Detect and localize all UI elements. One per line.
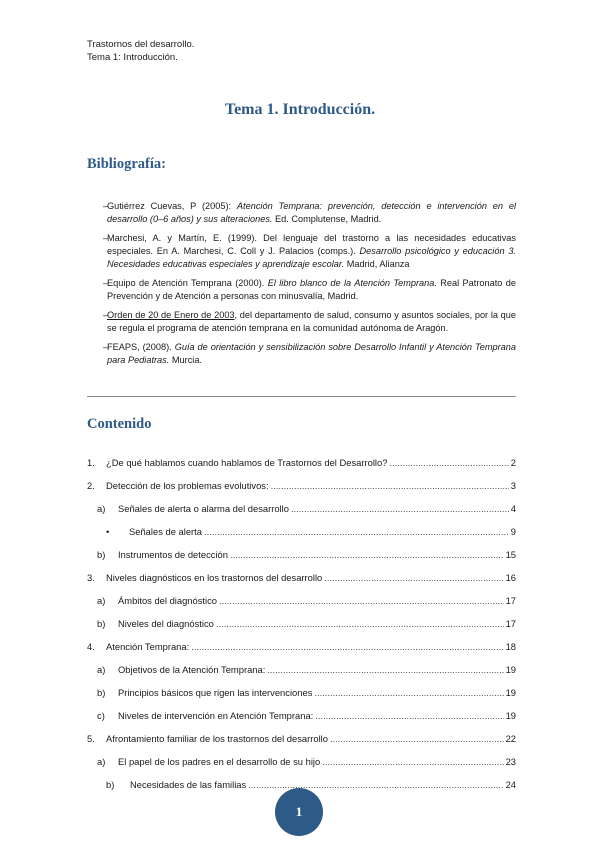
toc-number: 3. [87,572,95,583]
bibliography-item [87,200,516,226]
toc-number: a) [97,756,106,767]
toc-entry[interactable] [87,525,516,548]
toc-bullet: • [106,526,110,537]
toc-number: b) [97,618,106,629]
toc-entry[interactable] [87,594,516,617]
page-title: Tema 1. Introducción. [224,101,376,118]
bib-text: Marchesi, A. y Martín, E. (1999). Del lenguaje del trastorno a las necesidades educativas especiales. En A. Marchesi, C. Coll y J. Palacios (comps.). [107,233,516,256]
toc-entry[interactable] [87,732,516,755]
toc-page: 18 [505,641,516,652]
bibliography-item [87,309,516,335]
bib-text: Gutiérrez Cuevas, P (2005): [107,201,237,211]
toc-leader [191,640,503,653]
page-number-badge: 1 [275,788,323,836]
toc-label: Detección de los problemas evolutivos: [106,480,269,491]
dash-bullet: – [103,233,109,243]
dash-bullet: – [103,278,109,288]
toc-number: a) [97,503,106,514]
toc-label: Señales de alerta [129,526,202,537]
toc-leader [315,709,503,722]
toc-leader [204,525,509,538]
toc-leader [271,479,509,492]
toc-label: ¿De qué hablamos cuando hablamos de Trastornos del Desarrollo? [106,457,388,468]
toc-entry[interactable] [87,755,516,778]
toc-label: Instrumentos de detección [118,549,228,560]
toc-leader [324,571,503,584]
bibliography-item [87,232,516,271]
toc-label: Afrontamiento familiar de los trastornos del desarrollo [106,733,328,744]
bibliography-item [87,277,516,303]
toc-page: 19 [505,664,516,675]
toc-label: Niveles diagnósticos en los trastornos del desarrollo [106,572,323,583]
toc-page: 2 [510,457,516,468]
horizontal-divider [87,396,516,397]
toc-entry[interactable] [87,456,516,479]
contents-heading: Contenido [87,416,152,432]
toc-page: 15 [505,549,516,560]
toc-page: 9 [510,526,516,537]
table-of-contents [87,456,516,801]
bib-title: Atención Temprana: prevención, detección e intervención en el desarrollo (0–6 años) y sus alteraciones. [107,201,516,224]
toc-entry[interactable] [87,502,516,525]
toc-page: 17 [505,595,516,606]
toc-leader [314,686,503,699]
toc-label: Ámbitos del diagnóstico [118,595,218,606]
toc-number: 2. [87,480,95,491]
toc-label: Señales de alerta o alarma del desarrollo [118,503,289,514]
toc-entry[interactable] [87,548,516,571]
bib-text: Ed. Complutense, Madrid. [272,214,382,224]
toc-number: a) [97,595,106,606]
toc-label: Niveles de intervención en Atención Temprana: [118,710,314,721]
toc-leader [248,778,503,791]
toc-number: 5. [87,733,95,744]
toc-page: 23 [505,756,516,767]
bib-title: El libro blanco de la Atención Temprana. [267,278,437,288]
bib-text: Murcia. [169,355,202,365]
toc-leader [389,456,508,469]
toc-entry[interactable] [87,479,516,502]
bib-text: , del departamento de salud, consumo y asuntos sociales, por la que se regula el programa de atención temprana en la comunidad autónoma de Aragón. [107,310,516,333]
toc-leader [230,548,504,561]
toc-leader [322,755,503,768]
dash-bullet: – [103,201,109,211]
toc-number: 4. [87,641,95,652]
toc-number: c) [97,710,105,721]
toc-leader [219,594,504,607]
dash-bullet: – [103,342,109,352]
bib-text: Equipo de Atención Temprana (2000). [107,278,268,288]
toc-entry[interactable] [87,686,516,709]
toc-page: 3 [510,480,516,491]
bibliography-heading: Bibliografía: [87,156,166,172]
dash-bullet: – [103,310,109,320]
toc-label: Atención Temprana: [106,641,190,652]
toc-page: 19 [505,687,516,698]
toc-page: 24 [505,779,516,790]
toc-entry[interactable] [87,640,516,663]
toc-number: b) [106,779,115,790]
bib-text: Madrid, Alianza [344,259,410,269]
toc-label: Niveles del diagnóstico [118,618,214,629]
toc-number: b) [97,687,106,698]
bib-title: Desarrollo psicológico y educación 3. Necesidades educativas especiales y aprendizaje escolar. [107,246,516,269]
toc-number: 1. [87,457,95,468]
bibliography-item [87,341,516,367]
toc-label: Necesidades de las familias [130,779,247,790]
header-line-1: Trastornos del desarrollo. [87,39,195,50]
toc-entry[interactable] [87,617,516,640]
bib-text: FEAPS, (2008). [107,342,175,352]
toc-page: 17 [505,618,516,629]
bibliography-list [87,200,516,373]
toc-leader [330,732,504,745]
toc-page: 19 [505,710,516,721]
toc-label: Principios básicos que rigen las intervenciones [118,687,313,698]
toc-number: a) [97,664,106,675]
toc-page: 4 [510,503,516,514]
header-line-2: Tema 1: Introducción. [87,52,178,63]
toc-leader [267,663,503,676]
toc-page: 22 [505,733,516,744]
toc-page: 16 [505,572,516,583]
toc-entry[interactable] [87,663,516,686]
toc-entry[interactable] [87,709,516,732]
running-header [87,38,194,64]
toc-leader [216,617,504,630]
toc-label: Objetivos de la Atención Temprana: [118,664,266,675]
toc-leader [291,502,509,515]
toc-number: b) [97,549,106,560]
toc-label: El papel de los padres en el desarrollo de su hijo [118,756,321,767]
toc-entry[interactable] [87,571,516,594]
bib-link[interactable]: Orden de 20 de Enero de 2003 [107,310,235,320]
bib-text: Real Patronato de Prevención y de Atención a personas con minusvalía, Madrid. [107,278,516,301]
bib-title: Guía de orientación y sensibilización sobre Desarrollo Infantil y Atención Temprana para Pediatras. [107,342,516,365]
